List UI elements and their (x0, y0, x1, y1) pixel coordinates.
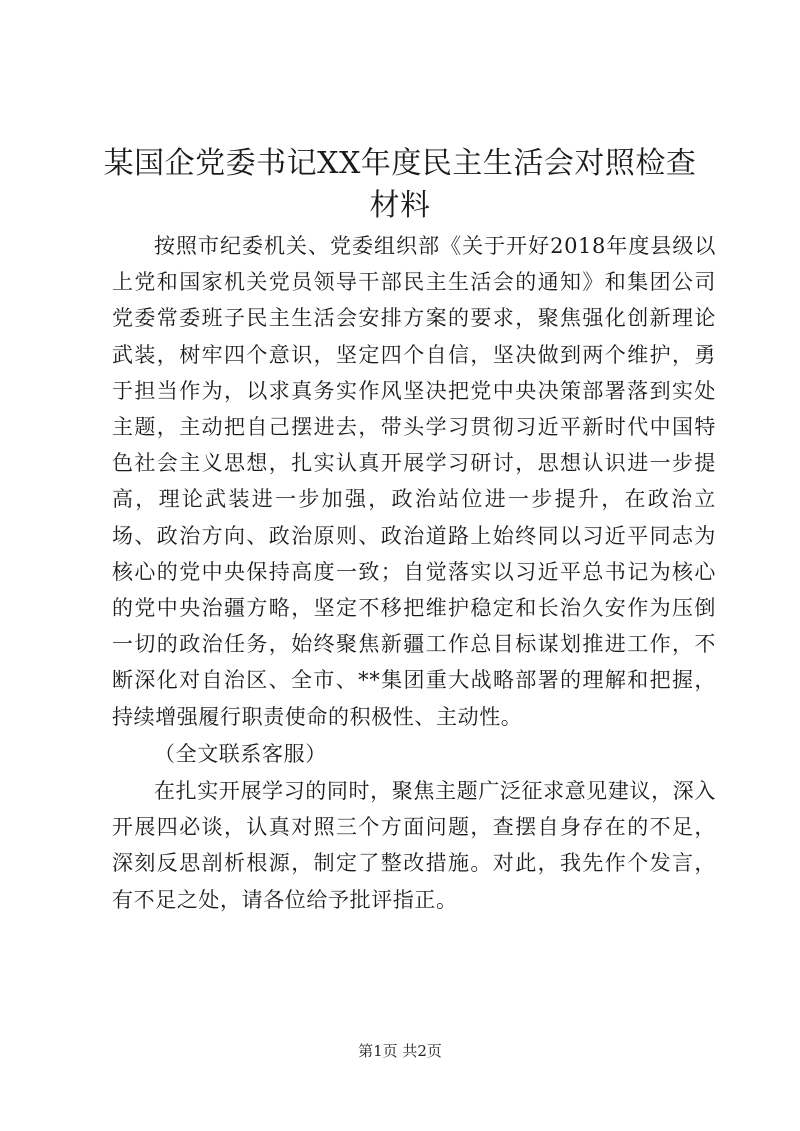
document-body (112, 228, 716, 918)
title-line-2: 材料 (369, 188, 431, 223)
full-text-note: （全文联系客服） (154, 741, 327, 766)
document-title (100, 143, 700, 227)
title-line-1: 某国企党委书记XX年度民主生活会对照检查 (103, 146, 697, 181)
page-footer: 第1页 共2页 (358, 1042, 442, 1060)
paragraph-2: 在扎实开展学习的同时，聚焦主题广泛征求意见建议，深入开展四必谈，认真对照三个方面问题，查摆自身存在的不足，深刻反思剖析根源，制定了整改措施。对此，我先作个发言，有不足之处，请各位给予批评指正。 (112, 779, 716, 912)
paragraph-1: 按照市纪委机关、党委组织部《关于开好2018年度县级以上党和国家机关党员领导干部民主生活会的通知》和集团公司党委常委班子民主生活会安排方案的要求，聚焦强化创新理论武装，树牢四个意识，坚定四个自信，坚决做到两个维护，勇于担当作为，以求真务实作风坚决把党中央决策部署落到实处主题，主动把自己摆进去，带头学习贯彻习近平新时代中国特色社会主义思想，扎实认真开展学习研讨，思想认识进一步提高，理论武装进一步加强，政治站位进一步提升，在政治立场、政治方向、政治原则、政治道路上始终同以习近平同志为核心的党中央保持高度一致；自觉落实以习近平总书记为核心的党中央治疆方略，坚定不移把维护稳定和长治久安作为压倒一切的政治任务，始终聚焦新疆工作总目标谋划推进工作，不断深化对自治区、全市、**集团重大战略部署的理解和把握，持续增强履行职责使命的积极性、主动性。 (112, 234, 716, 729)
